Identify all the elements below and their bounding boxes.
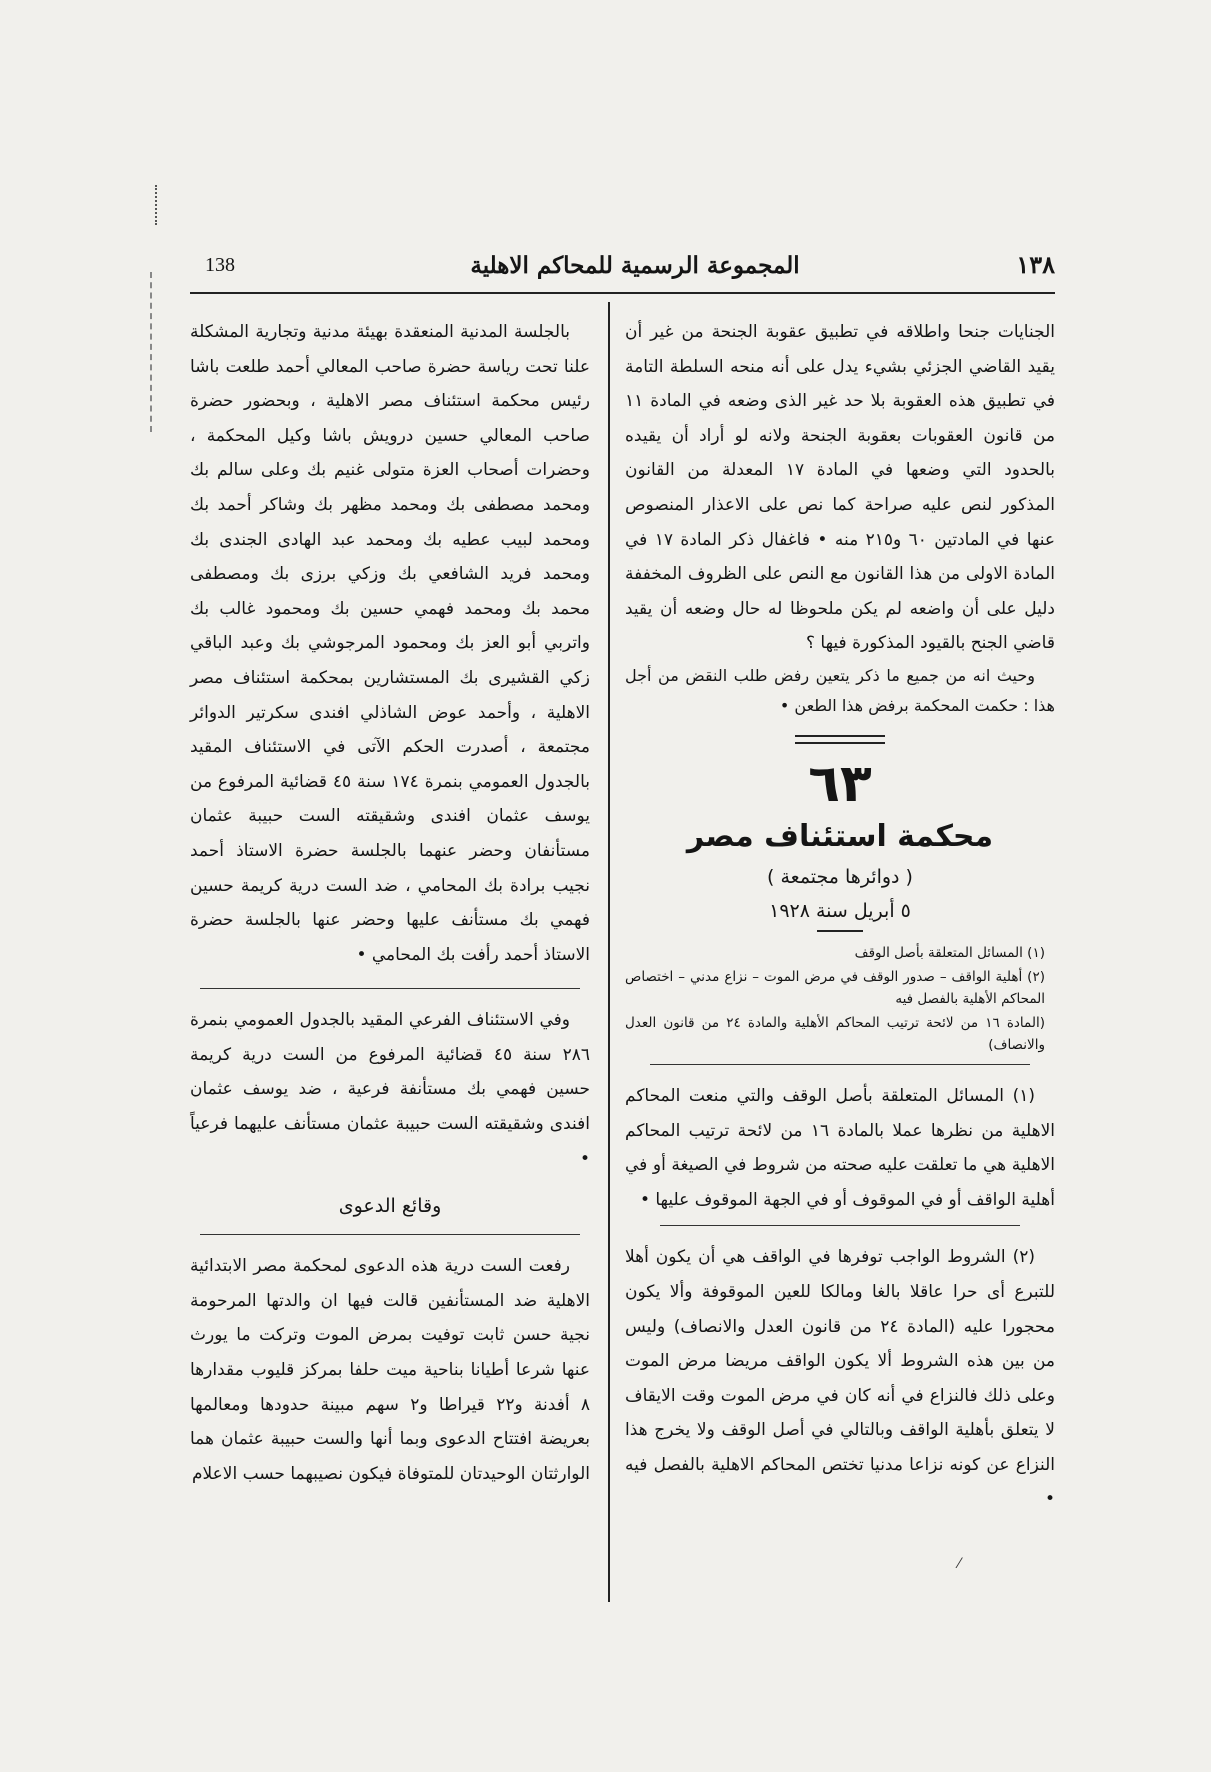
separator-rule (200, 1234, 580, 1235)
facts-paragraph: رفعت الست درية هذه الدعوى لمحكمة مصر الابتدائية الاهلية ضد المستأنفين قالت فيها ان والدتها المرحومة نجية حسن ثابت توفيت بمرض الموت وتركت ما يورث عنها شرعا أطيانا بناحية ميت حلفا بمركز قليوب مقدارها ٨ أفدنة و٢٢ قيراطا و٢ سهم مبينة حدودها ومعالمها بعريضة افتتاح الدعوى وبما أنها والست حبيبة عثمان هما الوارثتان الوحيدتان للمتوفاة فيكون نصيبهما حسب الاعلام (190, 1256, 590, 1484)
column-divider (608, 302, 610, 1602)
court-name: محكمة استئناف مصر (686, 818, 994, 854)
headnotes (625, 942, 1055, 1056)
short-rule (817, 930, 863, 932)
chambers-line: ( دوائرها مجتمعة ) (767, 865, 913, 888)
separator-rule (660, 1225, 1020, 1226)
page-number-arabic: ١٣٨ (1016, 250, 1055, 279)
session-paragraph: بالجلسة المدنية المنعقدة بهيئة مدنية وتجارية المشكلة علنا تحت رياسة حضرة صاحب المعالي أحمد طلعت باشا رئيس محكمة استئناف مصر الاهلية ، وبحضور حضرة صاحب المعالي حسين درويش باشا وكيل المحكمة ، وحضرات أصحاب العزة متولى غنيم بك وعلى سالم بك ومحمد مصطفى بك ومحمد مظهر بك وشاكر أحمد بك ومحمد لبيب عطيه بك ومحمد عبد الهادى الجندى بك ومحمد فريد الشافعي بك وزكي برزى بك ومصطفى محمد بك ومحمد فهمي حسين بك ومحمود غالب بك واتربي أبو العز بك ومحمود المرجوشي بك وعبد الباقي زكي القشيرى بك المستشارين بمحكمة استئناف مصر الاهلية ، وأحمد عوض الشاذلي افندى سكرتير الدوائر مجتمعة ، أصدرت الحكم الآتى في الاستئناف المقيد بالجدول العمومي بنمرة ١٧٤ سنة ٤٥ قضائية المرفوع من يوسف عثمان افندى وشقيقته الست حبيبة عثمان مستأنفان وحضر عنهما بالجلسة حضرة الاستاذ أحمد نجيب برادة بك المحامي ، ضد الست درية كريمة حسين فهمي بك مستأنف عليها وحضر عنها بالجلسة حضرة الاستاذ أحمد رأفت بك المحامي • (190, 322, 590, 965)
margin-mark (155, 185, 163, 225)
case-number: ٦٣ (808, 753, 872, 814)
margin-dash (150, 272, 154, 432)
left-column (190, 315, 590, 1491)
running-header (205, 250, 1055, 292)
headnote-item: (٢) أهلية الواقف – صدور الوقف في مرض الموت – نزاع مدني – اختصاص المحاكم الأهلية بالفصل فيه (625, 968, 1045, 1007)
separator-rule (200, 988, 580, 989)
journal-title: المجموعة الرسمية للمحاكم الاهلية (470, 252, 800, 279)
principle-paragraph: (٢) الشروط الواجب توفرها في الواقف هي أن يكون أهلا للتبرع أى حرا عاقلا بالغا ومالكا للعين الموقوفة وألا يكون محجورا عليه (المادة ٢٤ من قانون العدل والانصاف) وليس من بين هذه الشروط ألا يكون الواقف مريضا مرض الموت وعلى ذلك فالنزاع في أنه كان في مرض الموت وقت الايقاف لا يتعلق بأهلية الواقف وبالتالي في أصل الوقف ولا يخرج هذا النزاع عن كونه نزاعا مدنيا تختص المحاكم الاهلية بالفصل فيه • (625, 1247, 1055, 1510)
judgment-conclusion: وحيث انه من جميع ما ذكر يتعين رفض طلب النقض من أجل هذا : حكمت المحكمة برفض هذا الطعن • (625, 665, 1055, 715)
page-number-latin: 138 (205, 254, 235, 276)
judgment-paragraph: الجنايات جنحا واطلاقه في تطبيق عقوبة الجنحة من غير أن يقيد القاضي الجزئي بشيء يدل على أنه منحه السلطة التامة في تطبيق هذه العقوبة بلا حد غير الذى وضعه في المادة ١١ من قانون العقوبات بعقوبة الجنحة ولانه لو أراد أن يقيده بالحدود التي وضعها في المادة ١٧ المعدلة من القانون المذكور لنص عليه صراحة كما نص على الاعذار المنصوص عنها في المادتين ٦٠ و٢١٥ منه • فاغفال ذكر المادة ١٧ في المادة الاولى من هذا القانون مع النص على الظروف المخففة دليل على أن واضعه لم يكن ملحوظا له حال وضعه أن يقيد قاضي الجنح بالقيود المذكورة فيها ؟ (625, 322, 1055, 654)
headnote-item: (المادة ١٦ من لائحة ترتيب المحاكم الأهلية والمادة ٢٤ من قانون العدل والانصاف) (625, 1014, 1045, 1053)
header-rule (190, 292, 1055, 294)
separator-rule (650, 1064, 1030, 1065)
judgment-date: ٥ أبريل سنة ١٩٢٨ (769, 899, 911, 922)
double-rule (795, 735, 885, 744)
cross-appeal-paragraph: وفي الاستئناف الفرعي المقيد بالجدول العمومي بنمرة ٢٨٦ سنة ٤٥ قضائية المرفوع من الست درية كريمة حسين فهمي بك مستأنفة فرعية ، ضد يوسف عثمان افندى وشقيقته الست حبيبة عثمان مستأنف عليهما فرعياً • (190, 1010, 590, 1169)
section-title: وقائع الدعوى (338, 1195, 442, 1218)
principle-paragraph: (١) المسائل المتعلقة بأصل الوقف والتي منعت المحاكم الاهلية من نظرها عملا بالمادة ١٦ من لائحة ترتيب المحاكم الاهلية هي ما تعلقت عليه صحته من شروط في الصيغة أو في أهلية الواقف أو في الموقوف أو في الجهة الموقوف عليها • (625, 1085, 1055, 1210)
headnote-item: (١) المسائل المتعلقة بأصل الوقف (854, 944, 1045, 961)
end-mark: ⁄ (958, 1556, 961, 1572)
right-column (625, 315, 1055, 1517)
